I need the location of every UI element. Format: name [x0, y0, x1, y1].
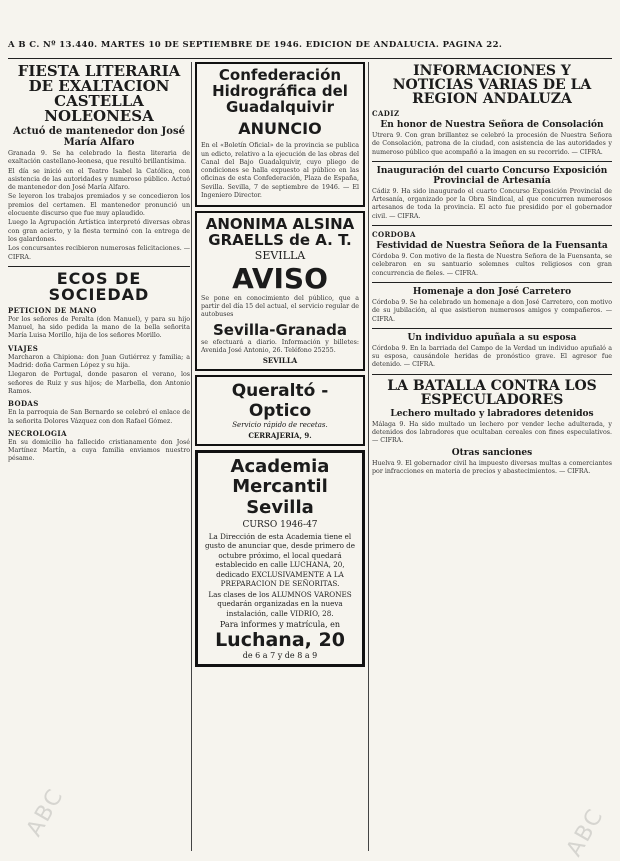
page-header	[8, 40, 612, 59]
divider	[372, 225, 612, 226]
section-body: Utrera 9. Con gran brillantez se celebró la procesión de Nuestra Señora de Consolación, patrona de la ciudad, con asistencia de las autoridades y numeroso público que acompañó a la imagen en su recorrido. — CIFRA.	[372, 132, 612, 156]
anuncio-text: En el «Boletín Oficial» de la provincia se publica un edicto, relativo a la ejecución de las obras del Canal del Bajo Guadalquivir, cuyo pliego de condiciones se halla expuesto al público en las oficinas de esta Confederación, Plaza de España, Sevilla. Sevilla, 7 de septiembre de 1946. — El Ingeniero Director.	[201, 142, 359, 200]
academia-course: CURSO 1946-47	[242, 519, 318, 530]
academia-text: La Dirección de esta Academia tiene el gusto de anunciar que, desde primero de octubre próximo, el local quedará establecido en calle LUCHANA, 20, dedicado EXCLUSIVAMENTE A LA PREPARACION DE SEÑORITAS.	[204, 531, 356, 589]
academia-ad	[195, 450, 365, 667]
other-body: Huelva 9. El gobernador civil ha impuesto diversas multas a comerciantes por infracciones en materia de precios y abastecimientos. — CIFRA.	[372, 459, 612, 475]
queralto-title: Queraltó - Optico	[231, 381, 329, 422]
confederacion-ad	[195, 62, 365, 207]
section-body: Córdoba 9. En la barriada del Campo de la Verdad un individuo apuñaló a su esposa, causándole heridas de pronóstico grave. El agresor fue detenido. — CIFRA.	[372, 344, 612, 369]
academia-address: Luchana, 20	[215, 629, 345, 652]
fiesta-title: FIESTA LITERARIA DE EXALTACION CASTELLA NOLEONESA	[17, 62, 181, 125]
ecos-paragraph: Marcharon a Chipiona: don Juan Gutiérrez y familia; a Madrid: doña Carmen López y su hija.	[8, 353, 190, 370]
alsina-ad	[195, 211, 365, 371]
fiesta-subtitle: Actuó de mantenedor don José María Alfaro	[13, 126, 185, 148]
section-head: Un individuo apuñala a su esposa	[407, 332, 577, 343]
queralto-ad	[195, 375, 365, 446]
alsina-title: ANONIMA ALSINA GRAELLS de A. T.	[205, 215, 355, 250]
section-body: Córdoba 9. Con motivo de la fiesta de Nuestra Señora de la Fuensanta, se celebraron en su santuario solemnes cultos religiosos con gran concurrencia de fieles. — CIFRA.	[372, 253, 612, 277]
divider	[8, 266, 190, 267]
battle-title: LA BATALLA CONTRA LOS ESPECULADORES	[387, 377, 597, 408]
academia-title: Academia Mercantil	[230, 456, 330, 498]
travel-heading: VIAJES	[8, 343, 39, 353]
death-heading: NECROLOGIA	[8, 428, 67, 438]
section-body: Córdoba 9. Se ha celebrado un homenaje a don José Carretero, con motivo de su jubilación, al que asistieron numerosos amigos y compañeros. — CIFRA.	[372, 298, 612, 323]
alsina-text-2: se efectuará a diario. Información y billetes: Avenida José Antonio, 26. Teléfono 25255.	[201, 338, 359, 355]
battle-body: Málaga 9. Ha sido multado un lechero por vender leche adulterada, y detenidos dos labradores que ocultaban cereales con fines especulativos. — CIFRA.	[372, 420, 612, 445]
battle-subtitle: Lechero multado y labradores detenidos	[390, 408, 594, 419]
ecos-title: ECOS DE SOCIEDAD	[48, 268, 150, 304]
watermark: ABC	[561, 804, 610, 861]
academia-text-2: Las clases de los ALUMNOS VARONES quedarán organizadas en la nueva instalación, calle VIDRIO, 28.	[208, 589, 352, 618]
queralto-subtitle: Servicio rápido de recetas.	[232, 421, 328, 430]
fiesta-paragraph: Se leyeron los trabajos premiados y se concedieron los premios del certamen. El mantenedor pronunció un elocuente discurso que fue muy aplaudido.	[8, 193, 190, 218]
ecos-paragraph: En su domicilio ha fallecido cristianamente don José Martínez Martín, a cuya familia enviamos nuestro pésame.	[8, 438, 190, 463]
aviso-heading: AVISO	[232, 261, 328, 295]
section-head: Homenaje a don José Carretero	[412, 286, 572, 297]
fiesta-paragraph: Granada 9. Se ha celebrado la fiesta literaria de exaltación castellano-leonesa, que resultó brillantísima.	[8, 150, 190, 166]
section-place: CADIZ	[372, 109, 400, 118]
academia-city: Sevilla	[246, 496, 314, 518]
section-head: Inauguración del cuarto Concurso Exposición Provincial de Artesanía	[376, 165, 608, 186]
column-2	[195, 62, 365, 853]
queralto-address: CERRAJERIA, 9.	[248, 431, 312, 441]
alsina-text: Se pone en conocimiento del público, que a partir del día 15 del actual, el servicio regular de autobuses	[201, 294, 359, 319]
divider	[372, 374, 612, 375]
petition-heading: PETICION DE MANO	[8, 305, 97, 315]
column-rule-1	[191, 62, 192, 851]
section-head: Festividad de Nuestra Señora de la Fuensanta	[376, 241, 608, 252]
alsina-footer: SEVILLA	[262, 356, 298, 366]
route-name: Sevilla-Granada	[212, 320, 348, 339]
section-body: Cádiz 9. Ha sido inaugurado el cuarto Concurso Exposición Provincial de Artesanía, organizado por la Obra Sindical, al que concurren numerosos artesanos de toda la provincia. El acto fue presidido por el gobernador civil. — CIFRA.	[372, 187, 612, 220]
fiesta-paragraph: Los concursantes recibieron numerosas felicitaciones. — CIFRA.	[8, 245, 190, 261]
section-head: En honor de Nuestra Señora de Consolación	[380, 120, 604, 130]
academia-info: Para informes y matrícula, en	[219, 620, 341, 630]
column-3	[372, 62, 612, 853]
fiesta-paragraph: Luego la Agrupación Artística interpretó diversas obras con gran acierto, y la fiesta terminó con la entrega de los galardones.	[8, 219, 190, 243]
header-text: A B C. Nº 13.440. MARTES 10 DE SEPTIEMBRE DE 1946. EDICION DE ANDALUCIA. PAGINA 22.	[8, 40, 503, 50]
fiesta-paragraph: El día se inició en el Teatro Isabel la Católica, con asistencia de las autoridades y numeroso público. Actuó de mantenedor don José María Alfaro.	[8, 167, 190, 192]
ecos-paragraph: En la parroquia de San Bernardo se celebró el enlace de la señorita Dolores Vázquez con don Rafael Gómez.	[8, 409, 190, 425]
academia-hours: de 6 a 7 y de 8 a 9	[242, 651, 318, 661]
wedding-heading: BODAS	[8, 399, 39, 409]
section-place: CORDOBA	[372, 230, 416, 240]
divider	[372, 161, 612, 162]
anuncio-heading: ANUNCIO	[238, 119, 322, 139]
watermark: ABC	[21, 784, 70, 841]
column-rule-2	[368, 62, 369, 851]
other-title: Otras sanciones	[451, 447, 533, 458]
region-title: INFORMACIONES Y NOTICIAS VARIAS DE LA REGION ANDALUZA	[392, 63, 592, 107]
divider	[372, 282, 612, 283]
ecos-paragraph: Llegaron de Portugal, donde pasaron el verano, los señores de Ruiz y sus hijos; de Marbella, don Antonio Ramos.	[8, 371, 190, 395]
alsina-city: SEVILLA	[254, 248, 306, 262]
ecos-paragraph: Por los señores de Peralta (don Manuel), y para su hijo Manuel, ha sido pedida la mano de la bella señorita María Luisa Morillo, hija de los señores Morillo.	[8, 315, 190, 340]
divider	[372, 328, 612, 329]
column-1	[8, 62, 190, 853]
confederacion-title: Confederación Hidrográfica del Guadalquivir	[212, 66, 348, 116]
